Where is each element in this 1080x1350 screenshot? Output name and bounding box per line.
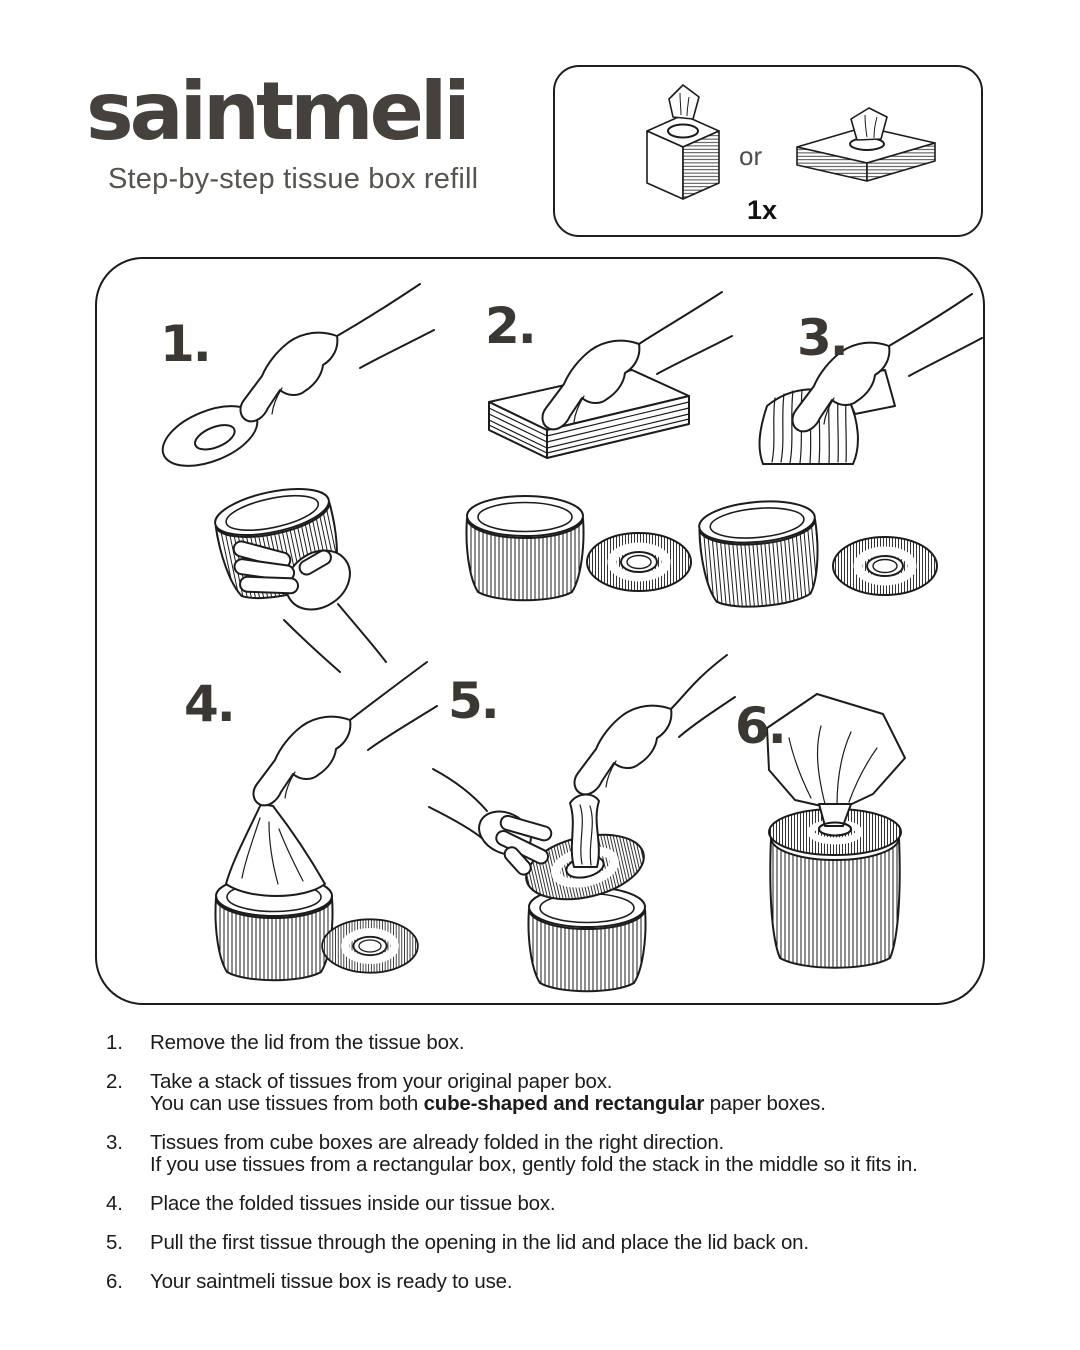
item-text: Tissues from cube boxes are already folded in the right direction. If you use tissues from a rectangular box, gently fold the stack in the middle so it fits in. (150, 1131, 918, 1176)
hand-icon (575, 706, 672, 795)
item-number: 6. (106, 1270, 123, 1293)
list-item (106, 1032, 1016, 1054)
hand-icon (254, 717, 351, 806)
steps-panel (95, 257, 985, 1005)
rectangular-tissue-box-icon (791, 107, 941, 202)
step-5-number: 5. (448, 672, 498, 730)
step-4-illustration (132, 654, 442, 1005)
left-hand-icon (429, 769, 553, 877)
item-number: 1. (106, 1031, 123, 1054)
or-label: or (739, 141, 763, 171)
item-text: Pull the first tissue through the opening in the lid and place the lid back on. (150, 1231, 809, 1254)
lid-icon (833, 537, 937, 595)
step-2-number: 2. (485, 297, 535, 355)
tissue-box-icon (466, 496, 583, 600)
lid-icon (322, 919, 418, 972)
tissue-icon (226, 804, 325, 896)
item-text: Remove the lid from the tissue box. (150, 1031, 465, 1054)
holding-hand-icon (232, 538, 386, 672)
tissue-icon (767, 694, 905, 836)
step-6-illustration (667, 664, 985, 1005)
step-1-number: 1. (160, 315, 210, 373)
twisted-tissue-icon (570, 794, 599, 867)
closed-tissue-box-icon (769, 809, 901, 968)
item-number: 5. (106, 1231, 123, 1254)
cube-tissue-box-icon (633, 83, 733, 203)
item-text: Your saintmeli tissue box is ready to use. (150, 1270, 513, 1293)
item-number: 3. (106, 1131, 123, 1154)
step-6-number: 6. (735, 697, 785, 755)
list-item (106, 1193, 1016, 1215)
tissue-box-icon (697, 497, 823, 611)
instructions-list (106, 1032, 1016, 1310)
list-item (106, 1071, 1016, 1115)
quantity-label: 1x (746, 195, 778, 225)
tissue-box-icon (528, 887, 645, 991)
item-text: Take a stack of tissues from your original paper box. You can use tissues from both cube-shaped and rectangular paper boxes. (150, 1070, 826, 1115)
step-4-number: 4. (184, 675, 234, 733)
list-item (106, 1271, 1016, 1293)
step-3-number: 3. (797, 309, 847, 367)
item-number: 4. (106, 1192, 123, 1215)
list-item (106, 1232, 1016, 1254)
brand-logo: saintmeli (86, 65, 467, 158)
hand-icon (241, 333, 338, 422)
brand-subtitle: Step-by-step tissue box refill (108, 163, 479, 195)
item-text: Place the folded tissues inside our tissue box. (150, 1192, 556, 1215)
item-number: 2. (106, 1070, 123, 1093)
compatibility-box (553, 65, 983, 237)
list-item (106, 1132, 1016, 1176)
